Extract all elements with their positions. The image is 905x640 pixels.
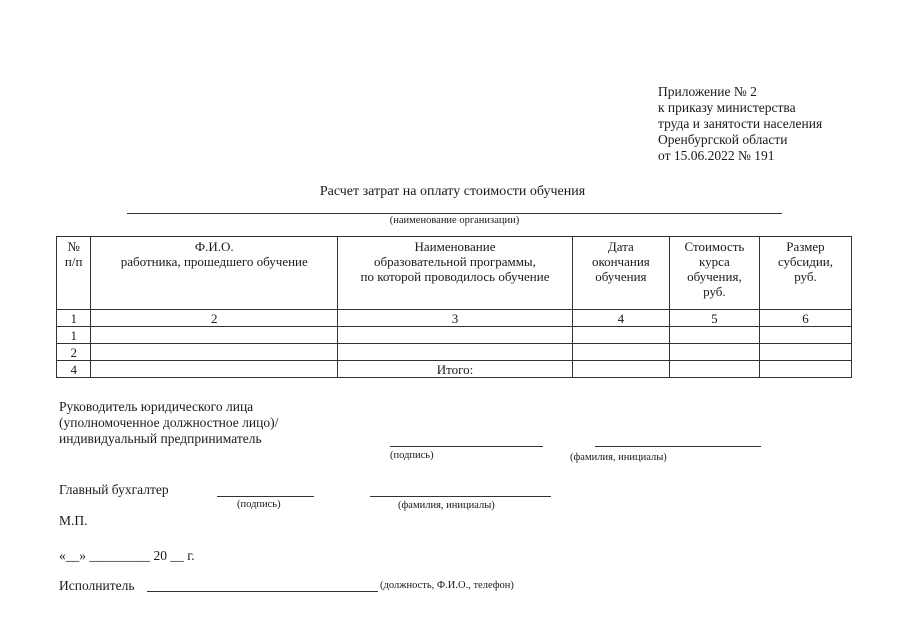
header-number	[57, 237, 91, 310]
table-cell: 5	[669, 310, 759, 327]
header-text: по которой проводилось обучение	[360, 269, 550, 284]
header-program	[338, 237, 573, 310]
accountant-name-line[interactable]	[370, 496, 551, 497]
appendix-header	[658, 84, 822, 164]
header-text: Ф.И.О.	[194, 239, 234, 254]
table-cell: 2	[57, 344, 91, 361]
table-cell: 6	[759, 310, 851, 327]
table-cell[interactable]	[669, 344, 759, 361]
header-text: образовательной программы,	[374, 254, 536, 269]
header-text: п/п	[64, 254, 83, 269]
table-cell[interactable]	[572, 344, 669, 361]
head-role	[59, 399, 278, 447]
table-cell	[572, 361, 669, 378]
organization-caption: (наименование организации)	[389, 215, 520, 226]
organization-name-line[interactable]	[127, 213, 782, 214]
table-cell[interactable]	[759, 327, 851, 344]
header-subsidy-amount	[759, 237, 851, 310]
header-text: работника, прошедшего обучение	[120, 254, 308, 269]
header-text: обучения	[595, 269, 647, 284]
head-signature-caption: (подпись)	[390, 450, 434, 461]
header-text: субсидии,	[777, 254, 833, 269]
total-row	[57, 361, 852, 378]
accountant-name-caption: (фамилия, инициалы)	[398, 500, 495, 511]
table-cell[interactable]	[759, 344, 851, 361]
executor-caption: (должность, Ф.И.О., телефон)	[380, 580, 514, 591]
header-text: окончания	[591, 254, 650, 269]
table-cell: 1	[57, 327, 91, 344]
table-cell	[91, 361, 338, 378]
executor-label: Исполнитель	[59, 578, 135, 593]
role-line: (уполномоченное должностное лицо)/	[59, 415, 279, 430]
header-text: №	[67, 239, 80, 254]
table-cell: 4	[57, 361, 91, 378]
head-signature-line[interactable]	[390, 446, 543, 447]
accountant-signature-caption: (подпись)	[237, 499, 281, 510]
role-line: индивидуальный предприниматель	[59, 431, 262, 446]
header-text: руб.	[794, 269, 817, 284]
appendix-line: к приказу министерства	[658, 100, 796, 115]
table-cell[interactable]	[572, 327, 669, 344]
header-text: Стоимость	[684, 239, 745, 254]
table-cell[interactable]	[669, 327, 759, 344]
document-title: Расчет затрат на оплату стоимости обучения	[319, 184, 586, 199]
header-text: Размер	[786, 239, 825, 254]
stamp-label: М.П.	[59, 513, 88, 528]
appendix-line: труда и занятости населения	[658, 116, 823, 131]
table-header-row	[57, 237, 852, 310]
table-cell: 3	[338, 310, 573, 327]
header-employee-name	[91, 237, 338, 310]
accountant-signature-line[interactable]	[217, 496, 314, 497]
table-cell: 1	[57, 310, 91, 327]
date-line[interactable]: «__» _________ 20 __ г.	[59, 548, 195, 563]
cost-table	[56, 236, 852, 378]
table-cell[interactable]	[91, 344, 338, 361]
table-cell[interactable]	[91, 327, 338, 344]
table-row	[57, 327, 852, 344]
head-name-line[interactable]	[595, 446, 761, 447]
role-line: Руководитель юридического лица	[59, 399, 254, 414]
appendix-line: Приложение № 2	[658, 84, 757, 99]
table-cell[interactable]	[338, 327, 573, 344]
table-cell[interactable]	[759, 361, 851, 378]
header-text: Наименование	[414, 239, 496, 254]
table-cell: 2	[91, 310, 338, 327]
table-cell[interactable]	[338, 344, 573, 361]
header-text: Дата	[607, 239, 634, 254]
head-name-caption: (фамилия, инициалы)	[570, 452, 667, 463]
header-text: руб.	[703, 284, 726, 299]
total-label: Итого:	[338, 361, 573, 378]
header-end-date	[572, 237, 669, 310]
header-course-cost	[669, 237, 759, 310]
executor-line[interactable]	[147, 591, 378, 592]
appendix-line: Оренбургской области	[658, 132, 788, 147]
header-text: обучения,	[687, 269, 742, 284]
table-row	[57, 344, 852, 361]
header-text: курса	[698, 254, 730, 269]
column-number-row	[57, 310, 852, 327]
accountant-label: Главный бухгалтер	[59, 482, 169, 497]
table-cell: 4	[572, 310, 669, 327]
appendix-line: от 15.06.2022 № 191	[658, 148, 775, 163]
table-cell[interactable]	[669, 361, 759, 378]
